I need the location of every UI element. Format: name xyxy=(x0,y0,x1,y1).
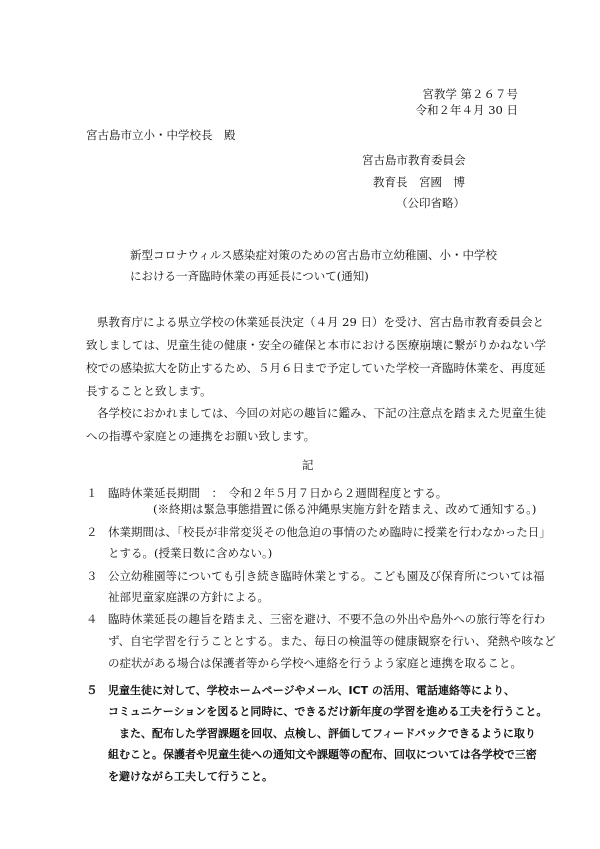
item-4-line-3: の症状がある場合は保護者等から学校へ連絡を行うよう家庭と連携を取ること。 xyxy=(108,656,522,670)
item-5-line-4: 組むこと。保護者や児童生徒への通知文や課題等の配布、回収については各学校で三密 xyxy=(108,748,537,761)
item-1-line-1: 臨時休業延長期間 ： 令和２年５月７日から２週間程度とする。 xyxy=(108,486,448,500)
item-2-number: ２ xyxy=(86,525,98,539)
item-5-number: ５ xyxy=(86,683,98,697)
body-p1-line-4: 長することと致します。 xyxy=(86,384,212,398)
item-3-line-2: 祉部児童家庭課の方針による。 xyxy=(108,590,269,604)
subject-line-1: 新型コロナウィルス感染症対策のための宮古島市立幼稚園、小・中学校 xyxy=(130,248,497,262)
item-5-line-5: を避けながら工夫して行うこと。 xyxy=(108,770,273,783)
subject-line-2: における一斉臨時休業の再延長について(通知) xyxy=(130,269,369,283)
item-2-line-1: 休業期間は、｢校長が非常変災その他急迫の事情のため臨時に授業を行わなかった日｣ xyxy=(108,525,545,539)
body-p2-line-2: への指導や家庭との連携をお願い致します。 xyxy=(86,429,316,443)
addressee: 宮古島市立小・中学校長 殿 xyxy=(86,128,236,142)
item-4-number: ４ xyxy=(86,612,98,626)
item-4-line-2: ず、自宅学習を行うこととする。また、毎日の検温等の健康観察を行い、発熱や咳など xyxy=(108,634,556,648)
item-3-number: ３ xyxy=(86,569,98,583)
body-p2-line-1: 各学校におかれましては、今回の対応の趣旨に鑑み、下記の注意点を踏まえた児童生徒 xyxy=(97,406,547,420)
body-p1-line-2: 致しましては、児童生徒の健康・安全の確保と本市における医療崩壊に繋がりかねない学 xyxy=(86,338,546,352)
seal-note: （公印省略） xyxy=(396,196,465,210)
body-p1-line-1: 県教育庁による県立学校の休業延長決定（４月 29 日）を受け、宮古島市教育委員会と xyxy=(97,315,544,329)
item-2-line-2: とする。(授業日数に含めない。) xyxy=(108,546,273,560)
document-number: 宮教学 第２６７号 xyxy=(422,87,518,101)
item-1-line-2: (※終期は緊急事態措置に係る沖縄県実施方針を踏まえ、改めて通知する。) xyxy=(153,502,537,516)
item-5-line-2: コミュニケーションを図ると同時に、できるだけ新年度の学習を進める工夫を行うこと。 xyxy=(108,705,548,718)
item-4-line-1: 臨時休業延長の趣旨を踏まえ、三密を避け、不要不急の外出や島外への旅行等を行わ xyxy=(108,612,546,626)
sender-org: 宮古島市教育委員会 xyxy=(362,153,466,167)
sender-title-name: 教育長 宮國 博 xyxy=(373,175,465,189)
ki-heading: 記 xyxy=(302,458,314,472)
item-5-line-3: また、配布した学習課題を回収、点検し、評価してフィードバックできるように取り xyxy=(119,727,536,740)
item-1-number: １ xyxy=(86,486,98,500)
item-5-line-1: 児童生徒に対して、学校ホームページやメール、ICT の活用、電話連絡等により、 xyxy=(108,684,515,697)
body-p1-line-3: 校での感染拡大を防止するため、５月６日まで予定していた学校一斉臨時休業を、再度延 xyxy=(86,361,546,375)
item-3-line-1: 公立幼稚園等についても引き続き臨時休業とする。こども園及び保育所については福 xyxy=(108,569,545,583)
document-date: 令和２年４月 30 日 xyxy=(415,103,518,117)
